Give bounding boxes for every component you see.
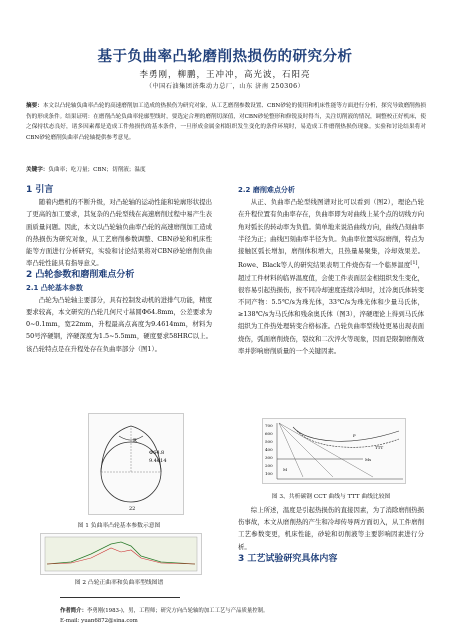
fig3-label-ttt: TTT — [375, 445, 384, 450]
cct-ttt-diagram — [263, 419, 405, 483]
figure-3 — [262, 418, 406, 484]
fig3-label-ms: Ms — [365, 457, 372, 462]
section-2-1-heading: 2.1 凸轮基本参数 — [26, 283, 83, 292]
paper-affiliation: （中国石油集团济柴动力总厂，山东 济南 250306） — [145, 83, 305, 90]
fig3-tick-400: 400 — [265, 447, 273, 452]
fig1-label-lift: 9.4614 — [149, 458, 167, 464]
fig3-label-p: P — [353, 433, 356, 438]
figure-2 — [40, 533, 202, 575]
paper-title: 基于负曲率凸轮磨削热损伤的研究分析 — [97, 49, 353, 65]
fig3-tick-600: 600 — [265, 431, 273, 436]
citation-ref: [1] — [410, 260, 418, 267]
abstract-label: 摘要： — [26, 103, 43, 109]
figure-3-caption: 图 3、共析碳钢 CCT 曲线与 TTT 曲线比较图 — [271, 494, 391, 500]
fig1-label-width: 22 — [129, 506, 136, 512]
left-column — [26, 184, 212, 355]
section-2-2-summary: 综上所述，温度是引起热损伤的直接因素，为了消除磨削热损伤事故，本文从磨削热的产生和冷却传导两方面切入，从工件磨削工艺参数变更，机床性能，砂轮和切削液等主要影响因素进行分析。 — [238, 506, 424, 551]
paper-authors: 李勇刚，柳鹏，王冲冲，高光波，石阳亮 — [139, 70, 311, 80]
keywords-text: 负曲率；吃刀量；CBN；切削液；温度 — [48, 167, 146, 173]
right-column — [238, 184, 424, 357]
abstract — [26, 101, 426, 143]
keywords-label: 关键字： — [26, 167, 49, 173]
cam-profile-diagram — [89, 414, 183, 514]
author-email: E-mail: yuan6872@sina.com — [60, 618, 138, 624]
right-column-lower — [238, 504, 424, 565]
section-3-heading: 3 工艺试验研究具体内容 — [238, 553, 338, 564]
intro-paragraph: 随着内燃机的不断升级，对凸轮轴的运动性能和轮廓形状提出了更高的加工要求，其复杂的凸轮型线在高速磨削过程中易产生表面质量问题。因此，本文以凸轮轴负曲率凸轮的高速磨削加工造成的热损伤为研究对象，从工艺磨削参数调整、CBN砂轮和机床性能等方面进行分析研究，实验和讨论结果将对CBN砂轮磨削负曲率凸轮性能具有指导意义。 — [26, 198, 212, 268]
figure-1-caption: 图 1 负曲率凸轮基本参数示意图 — [77, 523, 161, 529]
section-intro-heading: 1 引言 — [26, 185, 54, 195]
fig3-tick-200: 200 — [265, 463, 273, 468]
curvature-chart — [41, 534, 201, 574]
footnote-divider — [60, 597, 180, 598]
section-2-2-text-a: 从正、负曲率凸轮型线图谱对比可以看到（图2），理论凸轮在升程位置有负曲率存在，负曲率即为对曲线上某个点的切线方向角对弧长的转动率为负值。简单地来说沿曲线方向，曲线凸刻曲率半径为正；曲线凹刻曲率半径为负。负曲率位置实际磨削，特点为接触区弧长增加，磨削体积增大，且热量易聚集，冷却效果差。Rowe、Black等人的研究结果表明工件烧伤有一个临界温度 — [238, 198, 424, 270]
figure-2-caption: 图 2 凸轮正曲率和负曲率型线图谱 — [74, 580, 164, 586]
fig1-label-diameter: Φ64.8 — [149, 450, 165, 456]
author-bio-label: 作者简介： — [60, 608, 87, 614]
fig3-tick-500: 500 — [265, 439, 273, 444]
section-2-2-heading: 2.2 磨削难点分析 — [238, 186, 295, 194]
section-2-1-paragraph: 凸轮为凸轮轴主要部分，具有控制发动机的进排气功能，精度要求较高，本文研究的凸轮几何尺寸基圆Φ64.8mm，公差要求为0~0.1mm，宽22mm，升程最高点高度为9.4614mm，材料为50号淬硬钢，淬硬深度为1.5~5.5mm，硬度要求58HRC以上。该凸轮特点是在升程处存在负曲率部分（图1）。 — [26, 295, 212, 353]
fig3-label-m: M — [283, 467, 288, 472]
figure-1 — [88, 413, 184, 515]
author-bio-text: 李勇刚(1983-)，男，工程师；研究方向凸轮轴的加工工艺与产品质量控制。 — [86, 608, 269, 614]
fig1-label-radius: R — [133, 438, 137, 444]
section-2-2-text-b: ，超过工件材料的临界温度值，会使工件表面层金相组织发生变化，很容易引起热损伤，按不同冷却速度连续冷却时，过冷奥氏体转变不同产物：5.5℃/s为珠光体，33℃/s为珠光体和少量马氏体，≥138℃/s为马氏体和残余奥氏体（图3），淬硬理论上得到马氏体组织为工件热处理转变合格标准。凸轮负曲率型线处更易出现表面烧伤，弧面磨削烧伤，裂纹和二次淬火等现象，因而是限制磨削效率并影响磨削质量的一个关键因素。 — [238, 261, 424, 355]
fig3-tick-300: 300 — [265, 455, 273, 460]
author-bio — [60, 606, 420, 614]
abstract-text: 本文以凸轮轴负曲率凸轮的高速磨削加工造成的热损伤为研究对象，从工艺磨削参数设置、CBN砂轮的使用和机床性能等方面进行分析，探究导致磨削热损伤的形成条件。结果证明：在磨削凸轮负曲率轮廓型线时，要选定合理的磨削切深值，对CBN砂轮整形和修锐及时得当，关注切削液的情况，调整校正好机床，使之保持状态良好，诸多因素都是造成工件热损伤的基本条件，一旦形成金属金相组织发生变化的条件环境时，易造成工件磨削热损伤现象。实验和讨论结果将对CBN砂轮磨削负曲率凸轮轴提供参考意见。 — [26, 103, 426, 141]
section-2-2-paragraph — [238, 196, 424, 357]
fig3-tick-700: 700 — [265, 423, 273, 428]
keywords — [26, 165, 426, 173]
fig3-tick-100: 100 — [265, 471, 273, 476]
section-2-heading: 2 凸轮参数和磨削难点分析 — [26, 270, 135, 281]
